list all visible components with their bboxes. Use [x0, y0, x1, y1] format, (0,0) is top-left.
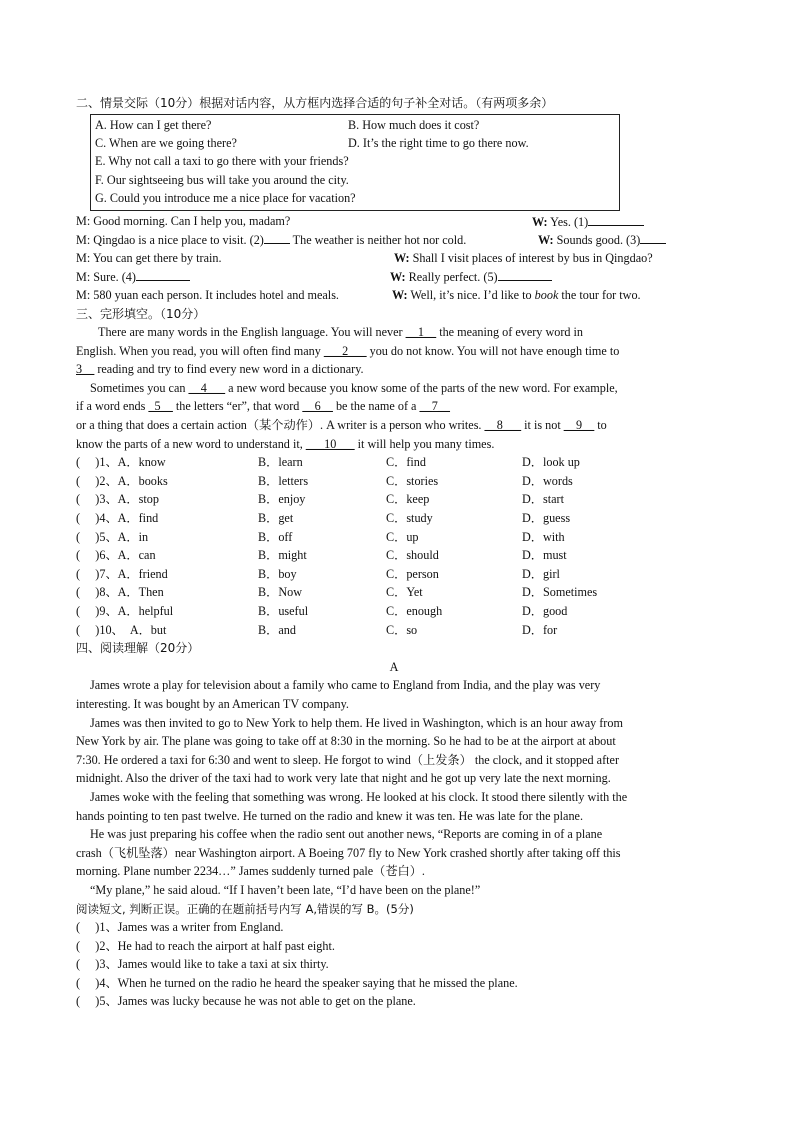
- cloze-blank-8[interactable]: __8___: [484, 418, 522, 433]
- dialogue-m2: M: Qingdao is a nice place to visit. (2) The weather is neither hot nor cold.: [76, 230, 466, 250]
- cloze-question[interactable]: ( )8、A．Then B．Now C．Yet D．Sometimes: [76, 585, 598, 600]
- cloze-question[interactable]: ( )3、A．stop B．enjoy C．keep D．start: [76, 492, 564, 507]
- passage-line: midnight. Also the driver of the taxi had to work very late that night and he got up very late the next morning.: [76, 771, 611, 786]
- option-a: A. How can I get there?: [95, 117, 212, 132]
- dialogue-w5: W: Well, it’s nice. I’d like to book the tour for two.: [392, 287, 641, 302]
- cloze-questions: [76, 453, 712, 639]
- passage-line: He was just preparing his coffee when the radio sent out another news, “Reports are coming in of a plane: [90, 827, 603, 842]
- cloze-line-5: if a word ends _5__ the letters “er”, that word __6__ be the name of a __7__: [76, 399, 450, 414]
- passage-line: hands pointing to ten past twelve. He turned on the radio and knew it was ten. He was late for the plane.: [76, 808, 583, 823]
- dialogue-line-2: [76, 230, 712, 249]
- dialogue-w4: W: Really perfect. (5): [390, 267, 552, 287]
- cloze-question[interactable]: ( )2、A．books B．letters C．stories D．words: [76, 473, 573, 488]
- cloze-line-4: Sometimes you can __4___ a new word because you know some of the parts of the new word. For example,: [90, 380, 618, 395]
- answer-blank-1[interactable]: [588, 212, 644, 226]
- section3-heading: 三、完形填空。（10分）: [76, 306, 206, 321]
- tf-instruction: 阅读短文, 判断正误。正确的在题前括号内写 A,错误的写 B。(5分): [76, 901, 414, 916]
- cloze-blank-2[interactable]: ___2___: [323, 343, 367, 358]
- cloze-blank-6[interactable]: __6__: [302, 399, 333, 414]
- passage-line: interesting. It was bought by an American TV company.: [76, 696, 349, 711]
- passage-line: 7:30. He ordered a taxi for 6:30 and went to sleep. He forgot to wind（上发条） the clock, and it stopped after: [76, 752, 619, 767]
- dialogue-line-3: [76, 249, 712, 268]
- answer-blank-5[interactable]: [498, 267, 552, 281]
- passage-title: A: [389, 659, 399, 674]
- answer-blank-2[interactable]: [264, 230, 290, 244]
- tf-question[interactable]: ( )4、When he turned on the radio he heard the speaker saying that he missed the plane.: [76, 975, 518, 990]
- dialogue-w1: W: Yes. (1): [532, 212, 644, 232]
- cloze-blank-7[interactable]: __7__: [419, 399, 450, 414]
- cloze-question[interactable]: ( )5、A．in B．off C．up D．with: [76, 529, 565, 544]
- dialogue-line-1: [76, 212, 712, 231]
- cloze-blank-5[interactable]: _5__: [148, 399, 173, 414]
- cloze-question[interactable]: ( )9、A．helpful B．useful C．enough D．good: [76, 604, 568, 619]
- tf-question[interactable]: ( )5、James was lucky because he was not able to get on the plane.: [76, 994, 416, 1009]
- cloze-question[interactable]: ( )6、A．can B．might C．should D．must: [76, 548, 567, 563]
- dialogue-line-4: [76, 267, 712, 286]
- option-d: D. It’s the right time to go there now.: [348, 135, 529, 150]
- passage-line: crash（飞机坠落）near Washington airport. A Boeing 707 fly to New York crashed shortly after taking off this: [76, 845, 621, 860]
- dialogue-line-5: [76, 286, 712, 305]
- options-row-cd: [95, 134, 619, 152]
- cloze-blank-9[interactable]: __9__: [563, 418, 595, 433]
- section2-heading: 二、情景交际（10分）根据对话内容，从方框内选择合适的句子补全对话。（有两项多余）: [76, 96, 554, 110]
- tf-question[interactable]: ( )1、James was a writer from England.: [76, 920, 284, 935]
- dialogue-m5: M: 580 yuan each person. It includes hotel and meals.: [76, 287, 339, 302]
- passage-line: morning. Plane number 2234…” James suddenly turned pale（苍白）.: [76, 864, 425, 879]
- cloze-line-3: 3__ reading and try to find every new word in a dictionary.: [76, 362, 364, 377]
- option-b: B. How much does it cost?: [348, 117, 480, 132]
- cloze-question[interactable]: ( )10、 A．but B．and C．so D．for: [76, 622, 558, 637]
- exam-content: [76, 94, 712, 1011]
- options-box: [90, 114, 620, 211]
- passage-line: New York by air. The plane was going to take off at 8:30 in the morning. So he had to be at the airport at about: [76, 734, 616, 749]
- cloze-blank-10[interactable]: ___10___: [305, 436, 355, 451]
- dialogue-w3: W: Shall I visit places of interest by bus in Qingdao?: [394, 250, 653, 265]
- passage-line: James was then invited to go to New York to help them. He lived in Washington, which is an hour away from: [90, 715, 623, 730]
- passage-line: James woke with the feeling that something was wrong. He looked at his clock. It stood there silently with the: [90, 789, 628, 804]
- cloze-question[interactable]: ( )7、A．friend B．boy C．person D．girl: [76, 566, 560, 581]
- cloze-line-1: There are many words in the English language. You will never __1__ the meaning of every word in: [98, 325, 584, 340]
- dialogue-m3: M: You can get there by train.: [76, 250, 222, 265]
- cloze-question[interactable]: ( )1、A．know B．learn C．find D．look up: [76, 455, 580, 470]
- cloze-blank-3[interactable]: 3__: [76, 362, 95, 377]
- option-g: G. Could you introduce me a nice place for vacation?: [95, 191, 356, 206]
- true-false-questions: [76, 918, 712, 1011]
- dialogue-w2: W: Sounds good. (3): [538, 230, 666, 250]
- options-row-ab: [95, 116, 619, 134]
- option-e: E. Why not call a taxi to go there with your friends?: [95, 154, 349, 169]
- cloze-blank-1[interactable]: __1__: [405, 325, 437, 340]
- tf-question[interactable]: ( )2、He had to reach the airport at half past eight.: [76, 938, 335, 953]
- cloze-line-2: English. When you read, you will often find many ___2___ you do not know. You will not have enough time to: [76, 343, 620, 358]
- section4-heading: 四、阅读理解（20分）: [76, 641, 200, 656]
- cloze-line-7: know the parts of a new word to understand it, ___10___ it will help you many times.: [76, 436, 495, 451]
- answer-blank-4[interactable]: [136, 267, 190, 281]
- option-c: C. When are we going there?: [95, 135, 237, 150]
- passage-line: “My plane,” he said aloud. “If I haven’t been late, “I’d have been on the plane!”: [90, 882, 481, 897]
- tf-question[interactable]: ( )3、James would like to take a taxi at six thirty.: [76, 957, 329, 972]
- cloze-blank-4[interactable]: __4___: [188, 380, 226, 395]
- cloze-question[interactable]: ( )4、A．find B．get C．study D．guess: [76, 511, 571, 526]
- answer-blank-3[interactable]: [640, 230, 666, 244]
- option-f: F. Our sightseeing bus will take you around the city.: [95, 172, 349, 187]
- dialogue-m4: M: Sure. (4): [76, 267, 190, 287]
- reading-passage: [76, 676, 712, 899]
- cloze-line-6: or a thing that does a certain action（某个动作）. A writer is a person who writes. __8___ it is not __9__ to: [76, 418, 607, 433]
- passage-line: James wrote a play for television about a family who came to England from India, and the play was very: [90, 678, 601, 693]
- dialogue-m1: M: Good morning. Can I help you, madam?: [76, 213, 291, 228]
